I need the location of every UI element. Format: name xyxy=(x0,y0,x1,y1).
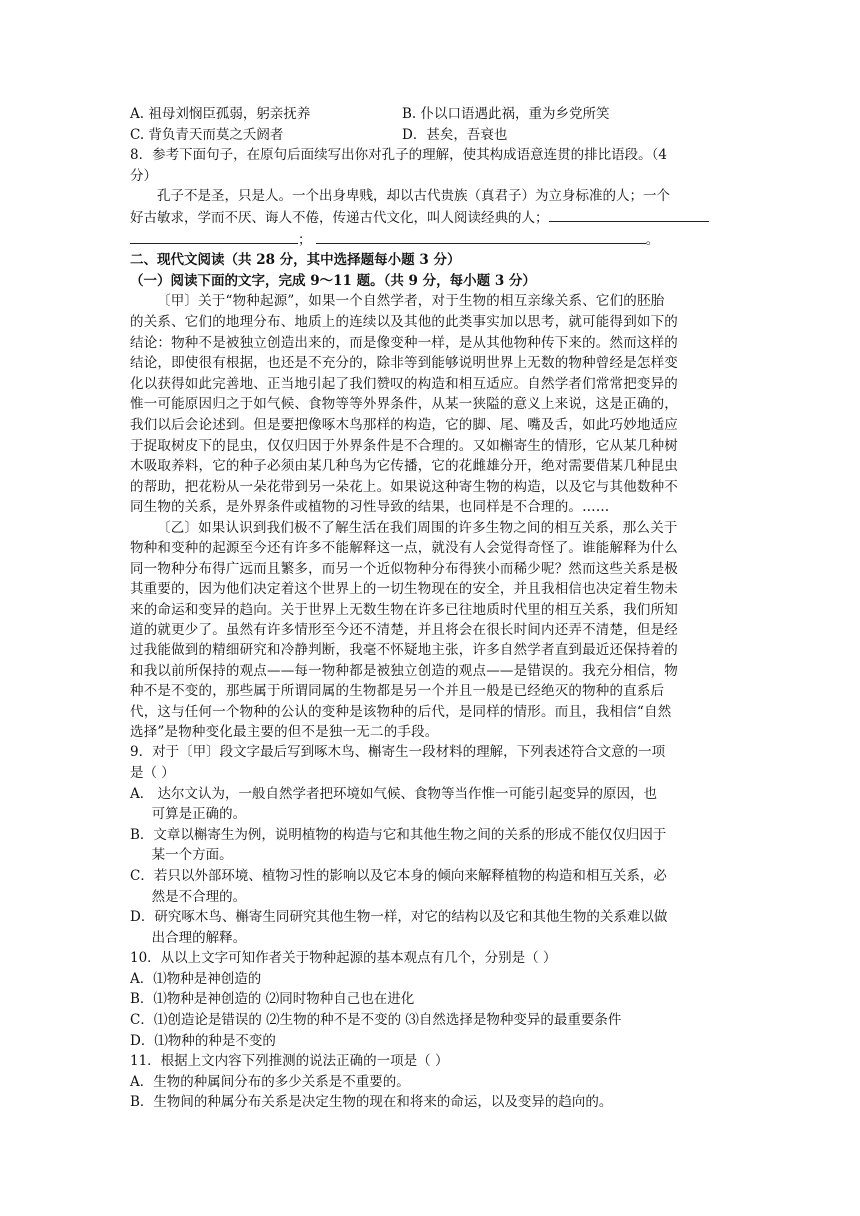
q8-answer-line xyxy=(130,229,730,251)
passage-jia-line: 惟一可能原因归之于如气候、食物等等外界条件，从某一狭隘的意义上来说，这是正确的， xyxy=(130,396,678,413)
q9-option-b-cont: 某一个方面。 xyxy=(151,847,233,864)
q8-text-line-2 xyxy=(130,207,730,229)
q9-option-d-cont: 出合理的解释。 xyxy=(151,929,247,946)
q9-option-d: D．研究啄木鸟、槲寄生同研究其他生物一样，对它的结构以及它和其他生物的关系难以做 xyxy=(130,909,668,926)
passage-jia-line: 〔甲〕关于“物种起源”，如果一个自然学者，对于生物的相互亲缘关系、它们的胚胎 xyxy=(157,293,665,310)
q9-option-a-cont: 可算是正确的。 xyxy=(151,806,247,823)
passage-jia-line: 的关系、它们的地理分布、地质上的连续以及其他的此类事实加以思考，就可能得到如下的 xyxy=(130,313,678,330)
answer-blank-2[interactable] xyxy=(130,229,298,244)
section-2-title: 二、现代文阅读（共 28 分，其中选择题每小题 3 分） xyxy=(130,252,461,269)
q8-stem-line-1: 8．参考下面句子，在原句后面续写出你对孔子的理解，使其构成语意连贯的排比语段。（4 xyxy=(130,147,667,164)
q8-text-line-2-content: 好古敏求，学而不厌、诲人不倦，传递古代文化，叫人阅读经典的人； xyxy=(130,209,549,226)
q7-options-row-1 xyxy=(130,104,730,125)
q7-option-d: D．甚矣，吾衰也 xyxy=(402,126,508,143)
passage-yi-line: 代，这与任何一个物种的公认的变种是该物种的后代，是同样的情形。而且，我相信“自然 xyxy=(130,703,672,720)
q7-option-a: A. 祖母刘悯臣孤弱，躬亲抚养 xyxy=(130,106,311,122)
blank-end: 。 xyxy=(645,231,660,248)
q9-option-c-cont: 然是不合理的。 xyxy=(151,888,247,905)
passage-yi-line: 物种和变种的起源至今还有许多不能解释这一点，就没有人会觉得奇怪了。谁能解释为什么 xyxy=(130,540,678,557)
q11-stem: 11．根据上文内容下列推测的说法正确的一项是（ ） xyxy=(130,1053,449,1070)
q9-option-c: C．若只以外部环境、植物习性的影响以及它本身的倾向来解释植物的构造和相互关系，必 xyxy=(130,867,667,884)
passage-jia-line: 结论，即使很有根据，也还是不充分的，除非等到能够说明世界上无数的物种曾经是怎样变 xyxy=(130,355,678,372)
q9-stem-line-2: 是（ ） xyxy=(130,764,175,781)
q7-option-c: C. 背负青天而莫之夭阏者 xyxy=(130,126,284,143)
q7-option-b: B. 仆以口语遇此祸，重为乡党所笑 xyxy=(402,106,610,122)
passage-jia-line: 同生物的关系，是外界条件或植物的习性导致的结果，也同样是不合理的。…… xyxy=(130,499,610,516)
q11-option-a: A．生物的种属间分布的多少关系是不重要的。 xyxy=(130,1073,410,1090)
passage-yi xyxy=(130,518,730,742)
passage-yi-line: 和我以前所保持的观点——每一物种都是被独立创造的观点——是错误的。我充分相信，物 xyxy=(130,662,678,679)
q10-option-a: A．⑴物种是神创造的 xyxy=(130,970,262,987)
passage-jia xyxy=(130,291,730,518)
passage-yi-line: 种不是不变的，那些属于所谓同属的生物都是另一个并且一般是已经绝灭的物种的直系后 xyxy=(130,683,665,700)
passage-yi-line: 来的命运和变异的趋向。关于世界上无数生物在许多已往地质时代里的相互关系，我们所知 xyxy=(130,601,678,618)
q9-option-a: A． 达尔文认为，一般自然学者把环境如气候、食物等当作惟一可能引起变异的原因，也 xyxy=(130,785,658,802)
passage-jia-line: 化以获得如此完善地、正当地引起了我们赞叹的构造和相互适应。自然学者们常常把变异的 xyxy=(130,375,678,392)
passage-yi-line: 道的就更少了。虽然有许多情形至今还不清楚，并且将会在很长时间内还弄不清楚，但是经 xyxy=(130,621,678,638)
q9-stem-line-1: 9．对于〔甲〕段文字最后写到啄木鸟、槲寄生一段材料的理解，下列表述符合文意的一项 xyxy=(130,744,666,761)
q11-option-b: B．生物间的种属分布关系是决定生物的现在和将来的命运，以及变异的趋向的。 xyxy=(130,1094,613,1111)
q9-option-b: B．文章以槲寄生为例，说明植物的构造与它和其他生物之间的关系的形成不能仅仅归因于 xyxy=(130,826,667,843)
q7-options-row-2 xyxy=(130,125,730,146)
blank-separator: ； xyxy=(298,231,312,248)
q10-option-b: B．⑴物种是神创造的 ⑵同时物种自己也在进化 xyxy=(130,991,415,1008)
passage-jia-line: 的帮助，把花粉从一朵花带到另一朵花上。如果说这种寄生物的构造，以及它与其他数种不 xyxy=(130,478,678,495)
exam-page xyxy=(130,104,730,1113)
passage-yi-line: 过我能做到的精细研究和冷静判断，我毫不怀疑地主张，许多自然学者直到最近还保持着的 xyxy=(130,642,678,659)
passage-yi-line: 其重要的，因为他们决定着这个世界上的一切生物现在的安全，并且我相信也决定着生物未 xyxy=(130,581,678,598)
passage-yi-line: 选择”是物种变化最主要的但不是独一无二的手段。 xyxy=(130,723,439,740)
q10-stem: 10．从以上文字可知作者关于物种起源的基本观点有几个，分别是（ ） xyxy=(130,950,557,967)
answer-blank-1[interactable] xyxy=(549,207,709,222)
section-2-subtitle: （一）阅读下面的文字，完成 9～11 题。（共 9 分，每小题 3 分） xyxy=(130,272,536,289)
q10-option-c: C．⑴创造论是错误的 ⑵生物的种不是不变的 ⑶自然选择是物种变异的最重要条件 xyxy=(130,1012,622,1029)
passage-jia-line: 我们以后会论述到。但是要把像啄木鸟那样的构造，它的脚、尾、嘴及舌，如此巧妙地适应 xyxy=(130,416,678,433)
q8-stem-line-2: 分） xyxy=(130,167,157,184)
passage-yi-line: 〔乙〕如果认识到我们极不了解生活在我们周围的许多生物之间的相互关系，那么关于 xyxy=(157,519,678,536)
answer-blank-3[interactable] xyxy=(316,229,646,244)
passage-jia-line: 结论：物种不是被独立创造出来的，而是像变种一样，是从其他物种传下来的。然而这样的 xyxy=(130,334,678,351)
q8-text-line-1: 孔子不是圣，只是人。一个出身卑贱，却以古代贵族（真君子）为立身标准的人；一个 xyxy=(157,188,670,205)
q10-option-d: D．⑴物种的种是不变的 xyxy=(130,1032,276,1049)
passage-jia-line: 于捉取树皮下的昆虫，仅仅归因于外界条件是不合理的。又如槲寄生的情形，它从某几种树 xyxy=(130,437,678,454)
passage-yi-line: 同一物种分布得广远而且繁多，而另一个近似物种分布得狭小而稀少呢？然而这些关系是极 xyxy=(130,560,678,577)
passage-jia-line: 木吸取养料，它的种子必须由某几种鸟为它传播，它的花雌雄分开，绝对需要借某几种昆虫 xyxy=(130,458,678,475)
